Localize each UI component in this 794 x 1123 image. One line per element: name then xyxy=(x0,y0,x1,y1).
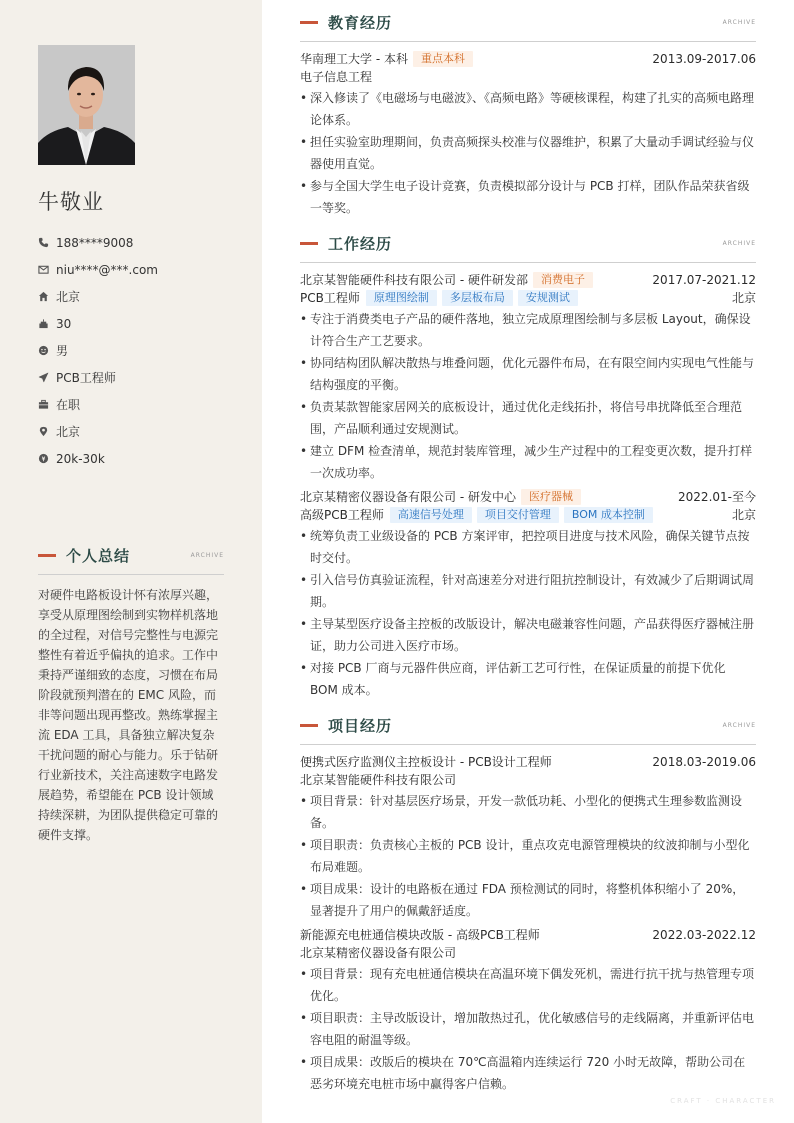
list-item: • 深入修读了《电磁场与电磁波》、《高频电路》等硬核课程，构建了扎实的高频电路理论体系。 xyxy=(300,87,756,131)
list-item: • 建立 DFM 检查清单，规范封装库管理，减少生产过程中的工程变更次数，提升打样一次成功率。 xyxy=(300,440,756,484)
projects-title: 项目经历 xyxy=(328,717,393,735)
list-item: • 项目背景：现有充电桩通信模块在高温环境下偶发死机，需进行抗干扰与热管理专项优化。 xyxy=(300,963,756,1007)
contact-status xyxy=(38,391,238,418)
skill-tag: 高速信号处理 xyxy=(390,507,472,523)
project-name: 便携式医疗监测仪主控板设计 - PCB设计工程师 xyxy=(300,755,552,769)
section-accent-bar xyxy=(300,724,318,727)
list-item: • 专注于消费类电子产品的硬件落地，独立完成原理图绘制与多层板 Layout，确保设计符合生产工艺要求。 xyxy=(300,308,756,352)
education-major: 电子信息工程 xyxy=(300,70,373,84)
work-role: PCB工程师 xyxy=(300,291,360,305)
summary-title: 个人总结 xyxy=(66,547,131,565)
list-item: • 项目背景：针对基层医疗场景，开发一款低功耗、小型化的便携式生理参数监测设备。 xyxy=(300,790,756,834)
project-company: 北京某精密仪器设备有限公司 xyxy=(300,946,457,960)
section-accent-bar xyxy=(300,21,318,24)
project-company-row xyxy=(300,771,756,789)
contact-email xyxy=(38,256,238,283)
education-title: 教育经历 xyxy=(328,14,393,32)
industry-tag: 消费电子 xyxy=(533,272,593,288)
section-accent-bar xyxy=(300,242,318,245)
list-item: • 项目成果：改版后的模块在 70℃高温箱内连续运行 720 小时无故障，帮助公司在恶劣环境充电桩市场中赢得客户信赖。 xyxy=(300,1051,756,1095)
project-company: 北京某智能硬件科技有限公司 xyxy=(300,773,457,787)
project-company-row xyxy=(300,944,756,962)
work-company: 北京某精密仪器设备有限公司 - 研发中心 xyxy=(300,490,516,504)
education-major-row xyxy=(300,68,756,86)
work-period: 2022.01-至今 xyxy=(678,490,756,504)
work-entry xyxy=(300,271,756,484)
summary-header xyxy=(38,545,224,575)
project-name-row xyxy=(300,753,756,771)
project-entry xyxy=(300,926,756,1095)
skill-tag: 安规测试 xyxy=(518,290,578,306)
contact-email-value: niu****@***.com xyxy=(56,262,158,277)
projects-section xyxy=(300,715,756,1095)
project-entry xyxy=(300,753,756,922)
contact-home xyxy=(38,283,238,310)
contact-location-value: 北京 xyxy=(56,425,81,439)
sidebar xyxy=(0,0,262,1123)
archive-label: ARCHIVE xyxy=(722,240,756,247)
industry-tag: 医疗器械 xyxy=(521,489,581,505)
education-header xyxy=(300,12,756,42)
summary-text: 对硬件电路板设计怀有浓厚兴趣，享受从原理图绘制到实物样机落地的全过程，对信号完整性与电源完整性有着近乎偏执的追求。工作中秉持严谨细致的态度，习惯在布局阶段就预判潜在的 EMC 风险，而非等问题出现再整改。熟练掌握主流 EDA 工具，具备独立解决复杂干扰问题的耐心与能力。乐于钻研行业新技术，关注高速数字电路发展趋势，希望能在 PCB 设计领域持续深耕，为团队提供稳定可靠的硬件支撑。 xyxy=(38,588,219,842)
list-item: • 统筹负责工业级设备的 PCB 方案评审，把控项目进度与技术风险，确保关键节点按时交付。 xyxy=(300,525,756,569)
work-entry xyxy=(300,488,756,701)
project-bullets xyxy=(300,790,756,922)
archive-label: ARCHIVE xyxy=(190,552,224,559)
contact-age-value: 30 xyxy=(56,316,72,331)
contact-position xyxy=(38,364,238,391)
home-icon xyxy=(38,291,56,302)
contact-home-value: 北京 xyxy=(56,290,81,304)
list-item: • 项目职责：主导改版设计，增加散热过孔，优化敏感信号的走线隔离，并重新评估电容电阻的耐温等级。 xyxy=(300,1007,756,1051)
education-period: 2013.09-2017.06 xyxy=(652,52,756,66)
project-period: 2022.03-2022.12 xyxy=(652,928,756,942)
work-period: 2017.07-2021.12 xyxy=(652,273,756,287)
list-item: • 协同结构团队解决散热与堆叠问题，优化元器件布局，在有限空间内实现电气性能与结构强度的平衡。 xyxy=(300,352,756,396)
work-company-row xyxy=(300,488,756,506)
work-company: 北京某智能硬件科技有限公司 - 硬件研发部 xyxy=(300,273,528,287)
contact-age xyxy=(38,310,238,337)
skill-tag: 原理图绘制 xyxy=(366,290,437,306)
location-pin-icon xyxy=(38,426,56,437)
work-role-row xyxy=(300,289,756,307)
archive-label: ARCHIVE xyxy=(722,19,756,26)
projects-header xyxy=(300,715,756,745)
education-school: 华南理工大学 - 本科 xyxy=(300,52,408,66)
work-role: 高级PCB工程师 xyxy=(300,508,384,522)
work-section xyxy=(300,233,756,701)
work-company-row xyxy=(300,271,756,289)
list-item: • 引入信号仿真验证流程，针对高速差分对进行阻抗控制设计，有效减少了后期调试周期。 xyxy=(300,569,756,613)
contact-salary xyxy=(38,445,238,472)
contact-status-value: 在职 xyxy=(56,398,81,412)
watermark: CRAFT · CHARACTER xyxy=(670,1097,776,1105)
archive-label: ARCHIVE xyxy=(722,722,756,729)
send-icon xyxy=(38,372,56,383)
project-name: 新能源充电桩通信模块改版 - 高级PCB工程师 xyxy=(300,928,540,942)
work-header xyxy=(300,233,756,263)
work-city: 北京 xyxy=(731,291,756,305)
gender-icon xyxy=(38,345,56,356)
contact-salary-value: 20k-30k xyxy=(56,451,105,466)
contact-list xyxy=(38,229,238,472)
summary-section xyxy=(38,545,224,845)
contact-phone xyxy=(38,229,238,256)
section-accent-bar xyxy=(38,554,56,557)
work-role-row xyxy=(300,506,756,524)
salary-icon xyxy=(38,453,56,464)
main-content xyxy=(300,12,756,1109)
project-bullets xyxy=(300,963,756,1095)
education-tag: 重点本科 xyxy=(413,51,473,67)
briefcase-icon xyxy=(38,399,56,410)
education-entry xyxy=(300,50,756,219)
project-name-row xyxy=(300,926,756,944)
skill-tag: BOM 成本控制 xyxy=(564,507,653,523)
phone-icon xyxy=(38,237,56,248)
skill-tag: 项目交付管理 xyxy=(477,507,559,523)
work-bullets xyxy=(300,525,756,701)
list-item: • 项目成果：设计的电路板在通过 FDA 预检测试的同时，将整机体积缩小了 20%，显著提升了用户的佩戴舒适度。 xyxy=(300,878,756,922)
profile-photo xyxy=(38,45,135,165)
list-item: • 主导某型医疗设备主控板的改版设计，解决电磁兼容性问题，产品获得医疗器械注册证，助力公司进入医疗市场。 xyxy=(300,613,756,657)
skill-tag: 多层板布局 xyxy=(442,290,513,306)
list-item: • 项目职责：负责核心主板的 PCB 设计，重点攻克电源管理模块的纹波抑制与小型化布局难题。 xyxy=(300,834,756,878)
list-item: • 负责某款智能家居网关的底板设计，通过优化走线拓扑，将信号串扰降低至合理范围，产品顺利通过安规测试。 xyxy=(300,396,756,440)
work-title: 工作经历 xyxy=(328,235,393,253)
contact-gender xyxy=(38,337,238,364)
education-bullets xyxy=(300,87,756,219)
contact-phone-value: 188****9008 xyxy=(56,235,134,250)
email-icon xyxy=(38,264,56,275)
work-city: 北京 xyxy=(731,508,756,522)
contact-gender-value: 男 xyxy=(56,344,69,358)
education-section xyxy=(300,12,756,219)
cake-icon xyxy=(38,318,56,329)
list-item: • 担任实验室助理期间，负责高频探头校准与仪器维护，积累了大量动手调试经验与仪器使用直觉。 xyxy=(300,131,756,175)
profile-name: 牛敬业 xyxy=(38,190,104,214)
project-period: 2018.03-2019.06 xyxy=(652,755,756,769)
list-item: • 对接 PCB 厂商与元器件供应商，评估新工艺可行性，在保证质量的前提下优化 BOM 成本。 xyxy=(300,657,756,701)
contact-position-value: PCB工程师 xyxy=(56,371,116,385)
education-row xyxy=(300,50,756,68)
list-item: • 参与全国大学生电子设计竞赛，负责模拟部分设计与 PCB 打样，团队作品荣获省级一等奖。 xyxy=(300,175,756,219)
work-bullets xyxy=(300,308,756,484)
contact-location xyxy=(38,418,238,445)
